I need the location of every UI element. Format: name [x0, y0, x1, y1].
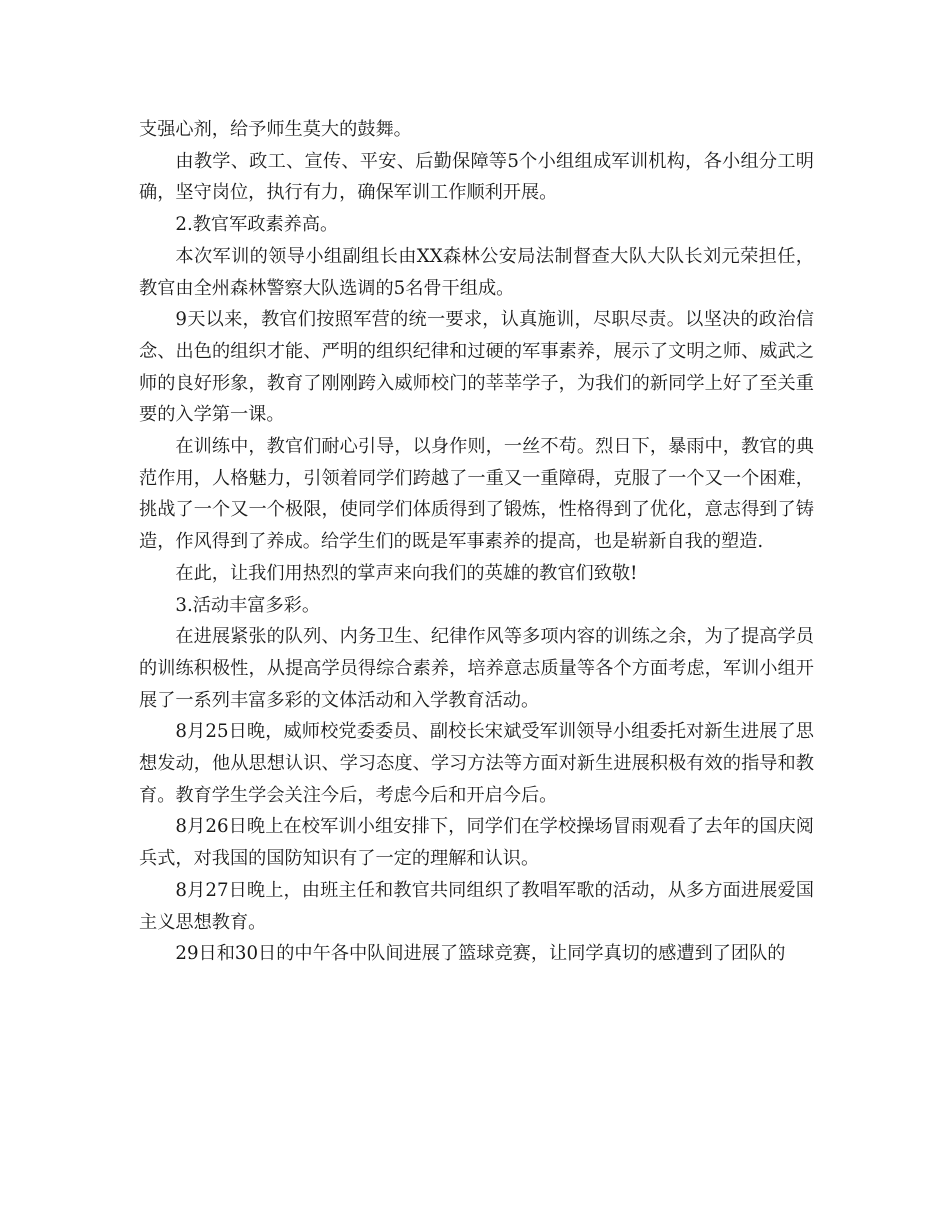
paragraph-6: 在此，让我们用热烈的掌声来向我们的英雄的教官们致敬!	[175, 562, 638, 584]
paragraph-3: 本次军训的领导小组副组长由XX森林公安局法制督查大队大队长刘元荣担任，教官由全州森林警察大队选调的5名骨干组成。	[139, 245, 814, 299]
paragraph-2: 由教学、政工、宣传、平安、后勤保障等5个小组组成军训机构，各小组分工明确，坚守岗位，执行有力，确保军训工作顺利开展。	[139, 150, 814, 204]
paragraph-9: 8月26日晚上在校军训小组安排下，同学们在学校操场冒雨观看了去年的国庆阅兵式，对我国的国防知识有了一定的理解和认识。	[139, 816, 814, 870]
paragraph-7: 在进展紧张的队列、内务卫生、纪律作风等多项内容的训练之余，为了提高学员的训练积极性，从提高学员得综合素养，培养意志质量等各个方面考虑，军训小组开展了一系列丰富多彩的文体活动和入学教育活动。	[139, 626, 814, 711]
paragraph-8: 8月25日晚，威师校党委委员、副校长宋斌受军训领导小组委托对新生进展了思想发动，他从思想认识、学习态度、学习方法等方面对新生进展积极有效的指导和教育。教育学生学会关注今后，考虑今后和开启今后。	[139, 721, 814, 806]
section-heading-2: 2.教官军政素养高。	[175, 214, 339, 236]
paragraph-1: 支强心剂，给予师生莫大的鼓舞。	[139, 119, 412, 140]
section-heading-3: 3.活动丰富多彩。	[175, 594, 321, 616]
document-body	[139, 114, 814, 970]
paragraph-5: 在训练中，教官们耐心引导，以身作则，一丝不苟。烈日下，暴雨中，教官的典范作用，人格魅力，引领着同学们跨越了一重又一重障碍，克服了一个又一个困难，挑战了一个又一个极限，使同学们体质得到了锻炼，性格得到了优化，意志得到了铸造，作风得到了养成。给学生们的既是军事素养的提高，也是崭新自我的塑造.	[139, 436, 814, 553]
paragraph-11: 29日和30日的中午各中队间进展了篮球竞赛，让同学真切的感遭到了团队的	[175, 943, 786, 965]
paragraph-10: 8月27日晚上，由班主任和教官共同组织了教唱军歌的活动，从多方面进展爱国主义思想教育。	[139, 879, 814, 933]
paragraph-4: 9天以来，教官们按照军营的统一要求，认真施训，尽职尽责。以坚决的政治信念、出色的组织才能、严明的组织纪律和过硬的军事素养，展示了文明之师、威武之师的良好形象，教育了刚刚跨入威师校门的莘莘学子，为我们的新同学上好了至关重要的入学第一课。	[139, 309, 814, 426]
